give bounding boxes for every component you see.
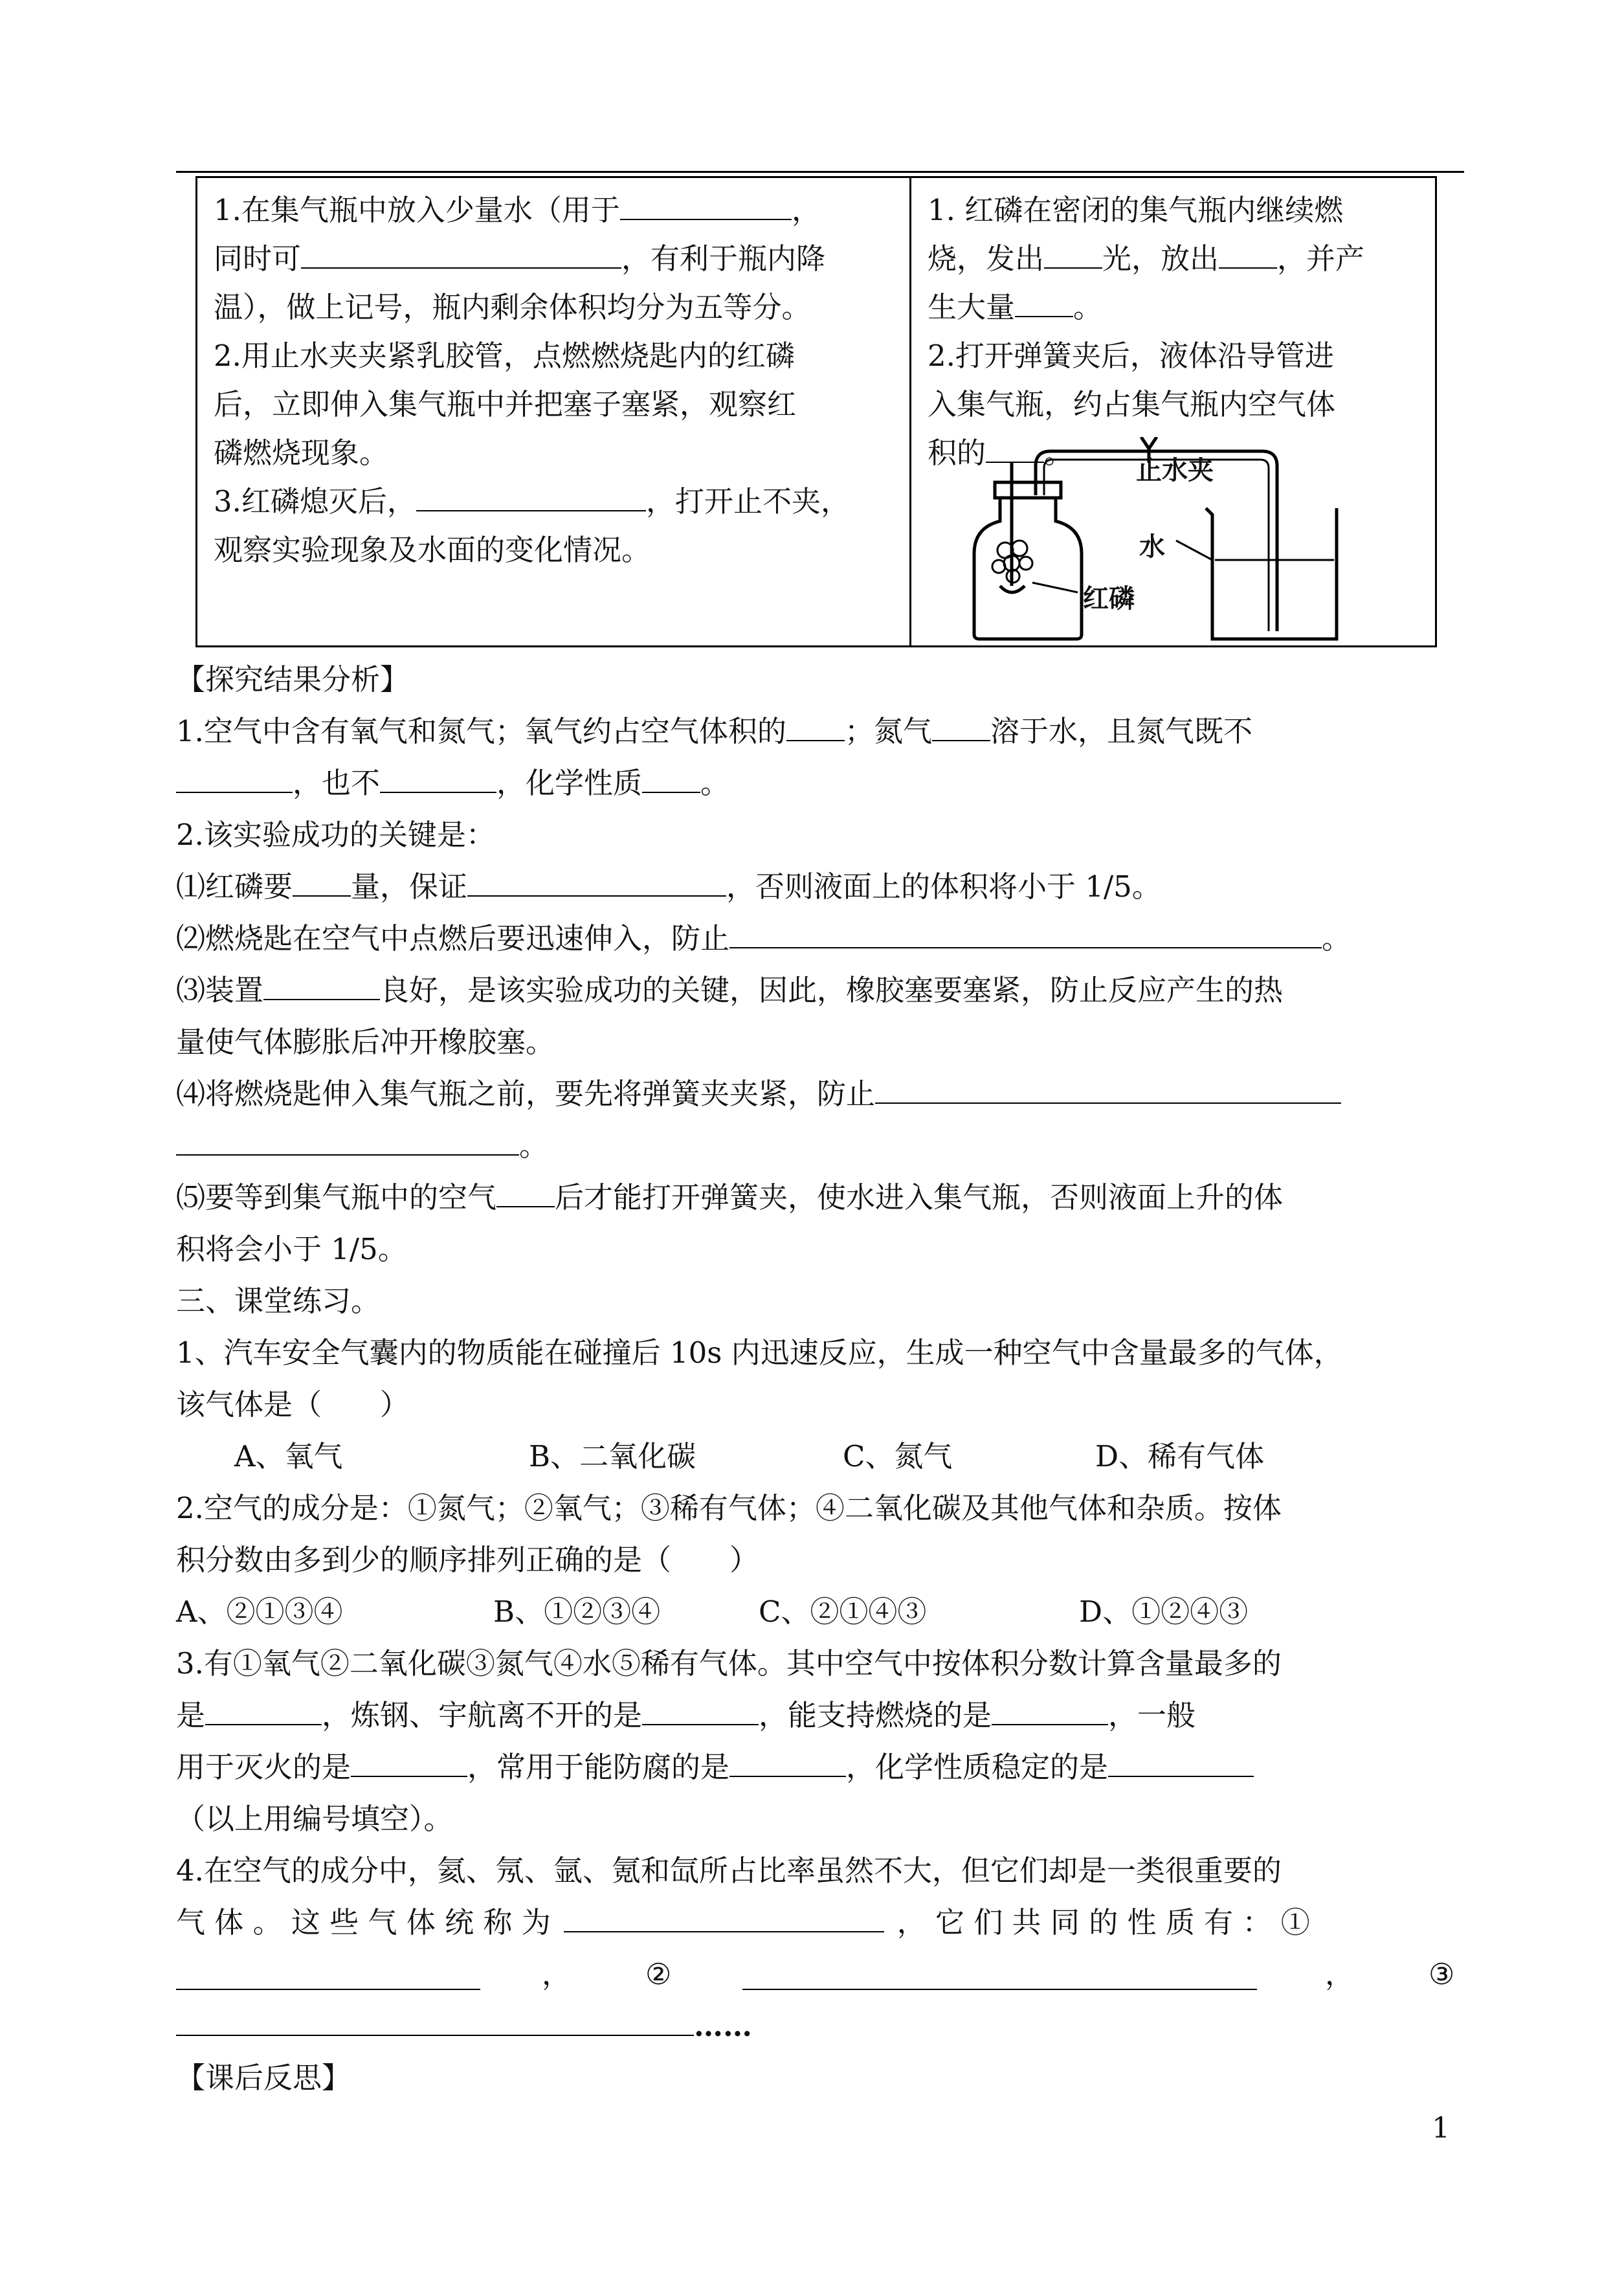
text: 。 — [700, 766, 730, 800]
practice-q4-line1: 4.在空气的成分中，氦、氖、氩、氪和氙所占比率虽然不大，但它们却是一类很重要的 — [176, 1853, 1282, 1888]
practice-q4-line3 — [176, 1949, 1464, 2000]
water-label: 水 — [1139, 532, 1165, 562]
worksheet-body — [176, 654, 1464, 2104]
option-d[interactable]: D、①②④③ — [1079, 1594, 1249, 1629]
text: 后，立即伸入集气瓶中并把塞子塞紧，观察红 — [214, 387, 797, 421]
text: …… — [694, 2009, 752, 2043]
reflection-heading: 【课后反思】 — [176, 2061, 351, 2095]
text: ，也不 — [293, 766, 381, 800]
answer-blank — [564, 1903, 884, 1932]
text: ，有利于瓶内降 — [621, 241, 826, 276]
answer-blank — [416, 482, 646, 511]
option-c[interactable]: C、氮气 — [843, 1439, 953, 1473]
text: 气 体 。 这 些 气 体 统 称 为 — [176, 1905, 551, 1940]
answer-blank — [205, 1695, 322, 1725]
answer-blank — [642, 763, 700, 793]
text: ，化学性质稳定的是 — [846, 1750, 1109, 1784]
text: 后才能打开弹簧夹，使水进入集气瓶，否则液面上升的体 — [555, 1180, 1284, 1214]
text: ⑷将燃烧匙伸入集气瓶之前，要先将弹簧夹夹紧，防止 — [176, 1077, 876, 1111]
text: ， — [791, 193, 821, 227]
answer-blank — [742, 1960, 1257, 1990]
key-point-4 — [176, 1068, 1464, 1120]
answer-blank — [176, 1960, 480, 1990]
answer-blank — [176, 1126, 519, 1156]
text: ，并产 — [1277, 241, 1365, 276]
text: ， — [1325, 1957, 1355, 1991]
answer-blank — [729, 1747, 846, 1777]
practice-q3-line2 — [176, 1690, 1464, 1741]
text: ⑸要等到集气瓶中的空气 — [176, 1180, 497, 1214]
text: ， — [542, 1957, 572, 1991]
text: 量，保证 — [351, 869, 468, 904]
text: ，否则液面上的体积将小于 1/5。 — [726, 869, 1161, 904]
text: 3.红磷熄灭后， — [214, 484, 416, 519]
option-d[interactable]: D、稀有气体 — [1095, 1439, 1265, 1473]
key-point-4-cont — [176, 1120, 1464, 1172]
analysis-q2: 2.该实验成功的关键是： — [176, 818, 495, 852]
option-a[interactable]: A、氧气 — [234, 1439, 343, 1473]
answer-blank — [642, 1695, 759, 1725]
practice-q4-line4 — [176, 2000, 1464, 2052]
text: 生大量 — [928, 290, 1016, 324]
header-rule — [176, 171, 1464, 173]
answer-blank — [932, 711, 990, 741]
text: 良好，是该实验成功的关键，因此，橡胶塞要塞紧，防止反应产生的热 — [380, 973, 1284, 1007]
practice-q1-line1: 1、汽车安全气囊内的物质能在碰撞后 10s 内迅速反应，生成一种空气中含量最多的气体， — [176, 1336, 1343, 1370]
key-point-5-cont: 积将会小于 1/5。 — [176, 1232, 407, 1266]
text: 2.用止水夹夹紧乳胶管，点燃燃烧匙内的红磷 — [214, 339, 795, 373]
answer-blank — [729, 919, 1322, 948]
text: 1. 红磷在密闭的集气瓶内继续燃 — [928, 193, 1344, 227]
water-pointer — [1176, 541, 1212, 560]
rubber-stopper — [995, 482, 1061, 498]
text: ，打开止不夹， — [645, 484, 850, 519]
text: ② — [645, 1957, 672, 1991]
answer-blank — [176, 763, 293, 793]
key-point-3-cont: 量使气体膨胀后冲开橡胶塞。 — [176, 1025, 555, 1059]
text: 。 — [1073, 290, 1103, 324]
key-point-5 — [176, 1172, 1464, 1224]
option-a[interactable]: A、②①③④ — [176, 1594, 343, 1629]
section-heading: 【探究结果分析】 — [176, 662, 410, 697]
text: ⑶装置 — [176, 973, 264, 1007]
practice-q3-line4: （以上用编号填空）。 — [176, 1802, 453, 1836]
beaker — [1206, 508, 1337, 639]
answer-blank — [380, 763, 496, 793]
practice-q2-line1: 2.空气的成分是：①氮气；②氧气；③稀有气体；④二氧化碳及其他气体和杂质。按体 — [176, 1491, 1282, 1525]
phosphorus-label: 红磷 — [1083, 584, 1135, 614]
phosphorus-pointer — [1032, 583, 1078, 592]
text: 溶于水，且氮气既不 — [990, 714, 1252, 748]
text: 入集气瓶，约占集气瓶内空气体 — [928, 387, 1336, 421]
text: 烧，发出 — [928, 241, 1045, 276]
analysis-q1-line1 — [176, 706, 1464, 757]
answer-blank — [496, 1178, 555, 1207]
text: ，炼钢、宇航离不开的是 — [322, 1698, 643, 1732]
text: ，能支持燃烧的是 — [759, 1698, 992, 1732]
text: ⑴红磷要 — [176, 869, 293, 904]
gas-bottle — [974, 495, 1082, 639]
text: ③ — [1429, 1957, 1455, 1991]
answer-blank — [293, 867, 351, 897]
answer-blank — [1015, 287, 1073, 317]
text: 。 — [1044, 436, 1074, 470]
text: 观察实验现象及水面的变化情况。 — [214, 533, 651, 567]
practice-heading: 三、课堂练习。 — [176, 1284, 381, 1318]
answer-blank — [992, 1695, 1108, 1725]
text: ，一般 — [1108, 1698, 1196, 1732]
answer-blank — [620, 190, 792, 220]
text: 。 — [519, 1128, 549, 1163]
practice-q4-line2 — [176, 1897, 1464, 1949]
text: 光，放出 — [1102, 241, 1219, 276]
analysis-q1-line2 — [176, 757, 1464, 809]
practice-q2-options — [176, 1586, 1464, 1638]
key-point-2 — [176, 913, 1464, 965]
practice-q2-line2: 积分数由多到少的顺序排列正确的是（ ） — [176, 1543, 759, 1577]
key-point-3 — [176, 965, 1464, 1016]
experiment-table — [195, 176, 1437, 647]
combustion-spoon — [1000, 586, 1025, 592]
answer-blank — [1219, 239, 1277, 269]
text: 是 — [176, 1698, 206, 1732]
text: ；氮气 — [844, 714, 932, 748]
text: ，化学性质 — [496, 766, 643, 800]
text: 温），做上记号，瓶内剩余体积均分为五等分。 — [214, 290, 811, 324]
phenomenon-cell — [928, 186, 1429, 477]
text: ，常用于能防腐的是 — [467, 1750, 730, 1784]
answer-blank — [1108, 1747, 1254, 1777]
answer-blank — [1044, 239, 1102, 269]
option-c[interactable]: C、②①④③ — [759, 1594, 927, 1629]
text: 积的 — [928, 436, 986, 470]
text: 用于灭火的是 — [176, 1750, 351, 1784]
procedure-cell — [214, 186, 900, 574]
text: ⑵燃烧匙在空气中点燃后要迅速伸入，防止 — [176, 921, 730, 956]
text: 1.在集气瓶中放入少量水（用于 — [214, 193, 620, 227]
text: 同时可 — [214, 241, 302, 276]
answer-blank — [176, 2006, 694, 2036]
text: 。 — [1322, 921, 1351, 956]
option-b[interactable]: B、二氧化碳 — [529, 1439, 696, 1473]
answer-blank — [263, 970, 380, 1000]
key-point-1 — [176, 861, 1464, 913]
text: 2.打开弹簧夹后，液体沿导管进 — [928, 339, 1334, 373]
text: 1.空气中含有氧气和氮气；氧气约占空气体积的 — [176, 714, 786, 748]
clamp-label: 止水夹 — [1136, 456, 1214, 486]
practice-q1-options — [176, 1431, 1464, 1482]
text: 磷燃烧现象。 — [214, 436, 389, 470]
page-number: 1 — [1432, 2112, 1450, 2145]
text: ， 它 们 共 同 的 性 质 有 ： ① — [896, 1905, 1310, 1940]
answer-blank — [786, 711, 845, 741]
answer-blank — [875, 1074, 1341, 1104]
practice-q3-line3 — [176, 1741, 1464, 1793]
practice-q1-line2: 该气体是（ ） — [176, 1387, 410, 1422]
answer-blank — [351, 1747, 467, 1777]
table-divider — [909, 178, 911, 645]
practice-q3-line1: 3.有①氧气②二氧化碳③氮气④水⑤稀有气体。其中空气中按体积分数计算含量最多的 — [176, 1646, 1282, 1681]
answer-blank — [467, 867, 726, 897]
answer-blank — [301, 239, 621, 269]
option-b[interactable]: B、①②③④ — [493, 1594, 661, 1629]
